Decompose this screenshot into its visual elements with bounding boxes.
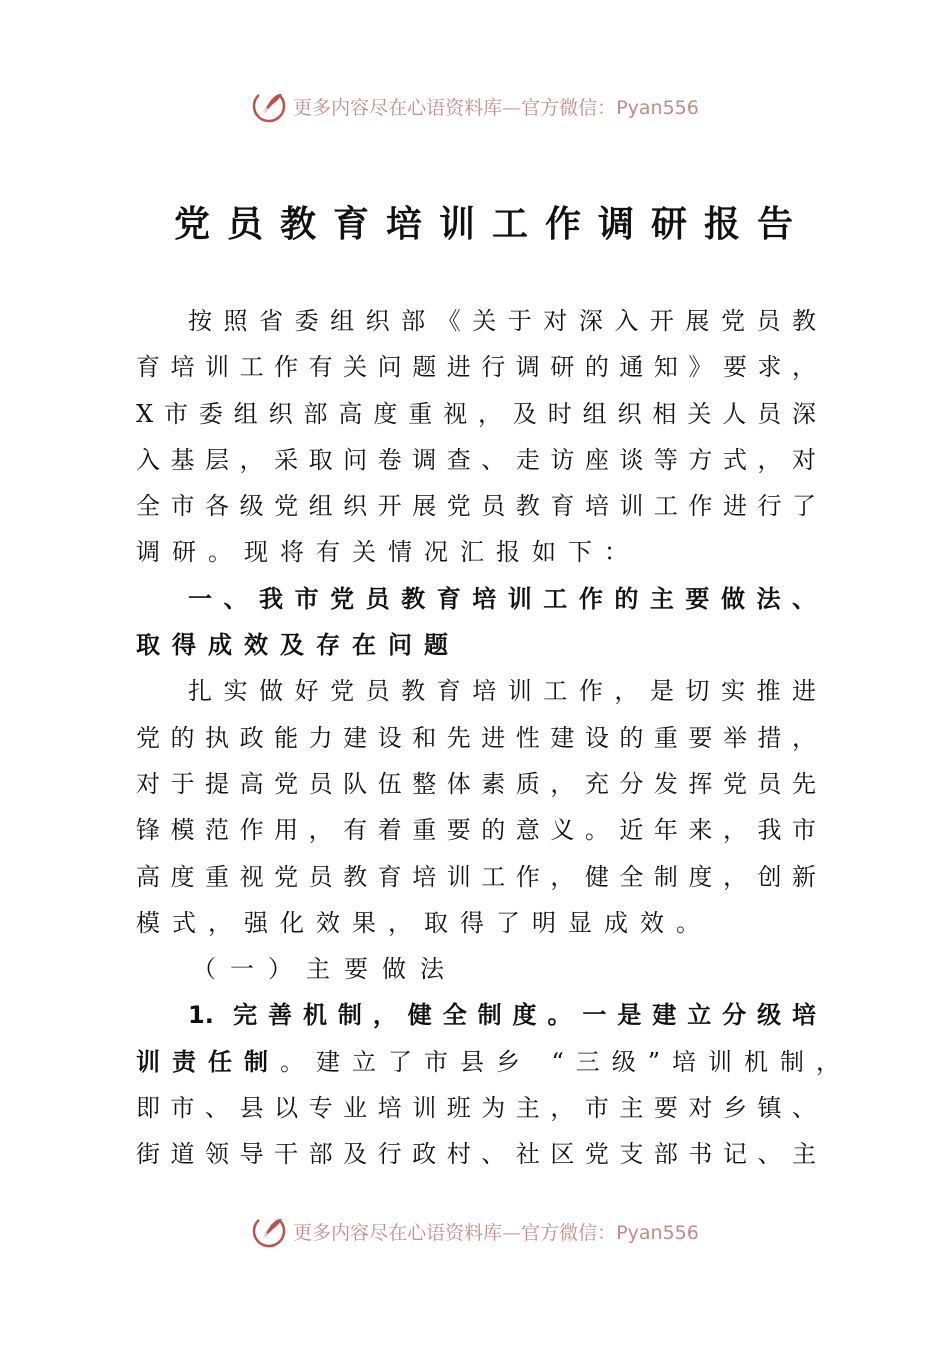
paragraph-line: 模式，强化效果，取得了明显成效。 [136,908,712,937]
paragraph-line: 即市、县以专业培训班为主，市主要对乡镇、 [136,1094,816,1123]
header-watermark-banner [0,86,950,126]
paragraph-line: 按照省委组织部《关于对深入开展党员教 [188,307,816,335]
paragraph-line: X市委组织部高度重视，及时组织相关人员深 [136,399,816,428]
watermark-separator: — [502,96,522,119]
paragraph-line: 全市各级党组织开展党员教育培训工作进行了 [136,492,816,521]
paragraph-line: 扎实做好党员教育培训工作，是切实推进 [188,677,816,706]
document-title: 党员教育培训工作调研报告 [173,204,810,245]
subsection-heading-line: （一）主要做法 [192,955,458,984]
paragraph-line: 党的执政能力建设和先进性建设的重要举措， [136,723,816,752]
watermark-wechat-label: 官方微信： [521,1221,617,1244]
paragraph-line [136,1039,840,1085]
paragraph-line: 调研。现将有关情况汇报如下： [136,538,640,567]
watermark-site: 更多内容尽在心语资料库 [293,1221,503,1244]
paragraph-line: 入基层，采取问卷调查、走访座谈等方式，对 [136,445,816,474]
watermark-separator: — [502,1221,522,1244]
paragraph-text: 。建立了市县乡 “三级”培训机制， [280,1047,840,1076]
watermark-text [293,1218,699,1245]
footer-watermark-banner [0,1211,950,1251]
quill-logo-icon [251,88,287,124]
watermark-wechat-id: Pyan556 [616,1221,699,1244]
paragraph-line: 高度重视党员教育培训工作，健全制度，创新 [136,862,816,891]
watermark-wechat-id: Pyan556 [616,96,699,119]
section-heading-line: 取得成效及存在问题 [136,631,460,660]
paragraph-line: 锋模范作用，有着重要的意义。近年来，我市 [136,816,816,845]
paragraph-line: 街道领导干部及行政村、社区党支部书记、主 [136,1140,816,1169]
paragraph-line: 育培训工作有关问题进行调研的通知》要求， [136,353,816,382]
paragraph-line: 对于提高党员队伍整体素质，充分发挥党员先 [136,769,816,798]
item-heading-line: 1. 完善机制，健全制度。一是建立分级培 [188,1001,816,1030]
section-heading-line: 一、我市党员教育培训工作的主要做法、 [188,584,816,613]
item-heading-continuation: 训责任制 [136,1047,280,1076]
watermark-site: 更多内容尽在心语资料库 [293,96,503,119]
quill-logo-icon [251,1213,287,1249]
document-body [136,298,840,1178]
watermark-text [293,93,699,120]
watermark-wechat-label: 官方微信： [521,96,617,119]
